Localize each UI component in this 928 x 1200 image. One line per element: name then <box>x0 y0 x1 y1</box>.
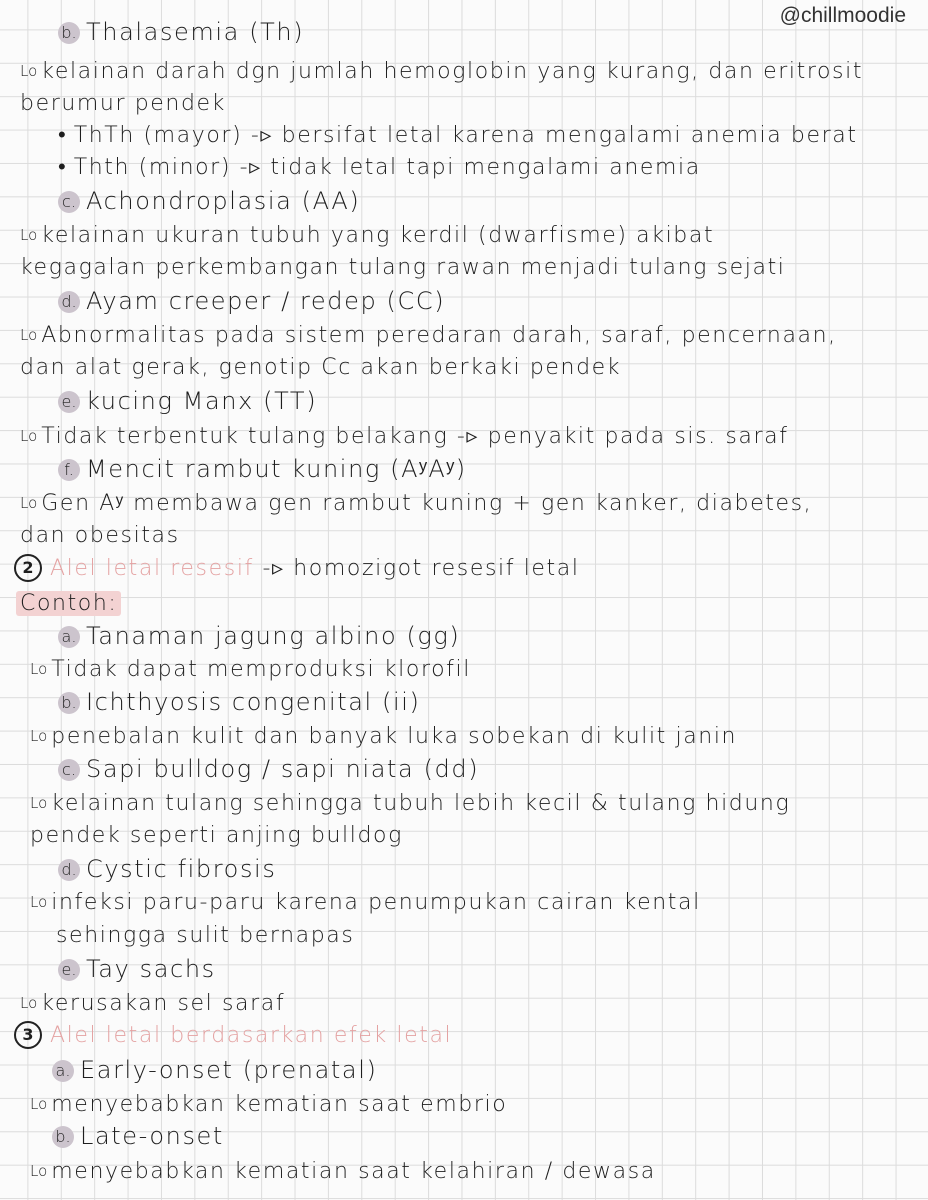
line-text: menyebabkan kematian saat kelahiran / dewasa <box>51 1159 656 1184</box>
line-text: kelainan ukuran tubuh yang kerdil (dwarfisme) akibat <box>41 223 715 248</box>
heading-sapi-bulldog <box>58 753 479 785</box>
letter-badge: c. <box>58 759 80 781</box>
arrow-icon: Lo <box>20 994 38 1012</box>
arrow-icon: Lo <box>20 427 38 445</box>
arrow-icon: Lo <box>30 727 48 745</box>
line-text: menyebabkan kematian saat embrio <box>51 1092 508 1117</box>
heading-text: Late-onset <box>80 1122 224 1150</box>
heading-text: Tay sachs <box>86 955 216 983</box>
heading-thalasemia <box>58 16 304 48</box>
line-text: Thth (minor) -▹ tidak letal tapi mengalami anemia <box>73 155 701 180</box>
arrow-icon: Lo <box>30 1162 48 1180</box>
arrow-line <box>30 653 471 686</box>
heading-tay-sachs <box>58 953 216 985</box>
letter-badge: b. <box>58 692 80 714</box>
arrow-line <box>30 1155 656 1188</box>
section-number: 2 <box>14 554 42 582</box>
arrow-icon: Lo <box>20 226 38 244</box>
arrow-icon: Lo <box>20 62 38 80</box>
heading-cystic-fibrosis <box>58 853 276 885</box>
arrow-line <box>20 55 863 88</box>
arrow-line <box>30 787 790 820</box>
arrow-line <box>20 987 285 1020</box>
letter-badge: e. <box>58 391 80 413</box>
letter-badge: d. <box>58 291 80 313</box>
arrow-icon: Lo <box>30 660 48 678</box>
arrow-line <box>20 219 714 252</box>
heading-text: Early-onset (prenatal) <box>80 1056 378 1084</box>
line-text: Tidak terbentuk tulang belakang -▹ penyakit pada sis. saraf <box>41 424 789 449</box>
heading-text: Mencit rambut kuning (AʸAʸ) <box>86 455 467 483</box>
heading-achondroplasia <box>58 185 360 217</box>
line-text: infeksi paru-paru karena penumpukan cairan kental <box>51 890 701 915</box>
letter-badge: a. <box>52 1060 74 1082</box>
arrow-line <box>20 319 837 352</box>
line-text: Tidak dapat memproduksi klorofil <box>51 657 471 682</box>
heading-text: Cystic fibrosis <box>86 855 277 883</box>
line-text: kelainan darah dgn jumlah hemoglobin yang kurang, dan eritrosit <box>41 59 864 84</box>
letter-badge: b. <box>52 1126 74 1148</box>
heading-ichthyosis <box>58 686 421 718</box>
heading-jagung-albino <box>58 620 460 652</box>
heading-text: Ayam creeper / redep (CC) <box>86 287 446 315</box>
section-3-heading <box>14 1020 452 1052</box>
arrow-line <box>20 487 812 520</box>
letter-badge: e. <box>58 959 80 981</box>
arrow-icon: Lo <box>30 794 48 812</box>
heading-text: Achondroplasia (AA) <box>86 187 361 215</box>
continuation-line: kegagalan perkembangan tulang rawan menjadi tulang sejati <box>20 255 786 280</box>
heading-text: Sapi bulldog / sapi niata (dd) <box>86 755 480 783</box>
highlighted-text: Contoh: <box>16 591 121 616</box>
bullet-icon: • <box>58 123 66 148</box>
contoh-label <box>16 588 121 620</box>
letter-badge: d. <box>58 859 80 881</box>
line-text: kelainan tulang sehingga tubuh lebih kecil & tulang hidung <box>51 791 791 816</box>
letter-badge: f. <box>58 459 80 481</box>
section-title: Alel letal resesif <box>50 556 254 581</box>
arrow-line <box>30 720 737 753</box>
watermark: @chillmoodie <box>779 4 906 27</box>
arrow-icon: Lo <box>30 1095 48 1113</box>
line-text: penebalan kulit dan banyak luka sobekan di kulit janin <box>51 724 738 749</box>
arrow-icon: Lo <box>20 494 38 512</box>
line-text: -▹ homozigot resesif letal <box>262 556 580 581</box>
heading-late-onset <box>52 1120 224 1152</box>
line-text: kerusakan sel saraf <box>41 991 286 1016</box>
line-text: ThTh (mayor) -▹ bersifat letal karena mengalami anemia berat <box>73 123 858 148</box>
arrow-icon: Lo <box>20 326 38 344</box>
continuation-line: dan alat gerak, genotip Cc akan berkaki pendek <box>20 355 622 380</box>
bullet-icon: • <box>58 155 66 180</box>
heading-ayam-creeper <box>58 285 445 317</box>
letter-badge: c. <box>58 191 80 213</box>
bullet-line <box>58 152 701 184</box>
heading-text: kucing Manx (TT) <box>86 387 318 415</box>
line-text: Abnormalitas pada sistem peredaran darah, saraf, pencernaan, <box>41 323 837 348</box>
continuation-line: sehingga sulit bernapas <box>56 923 355 948</box>
letter-badge: b. <box>58 22 80 44</box>
section-2-heading <box>14 553 580 585</box>
line-text: Gen Aʸ membawa gen rambut kuning + gen kanker, diabetes, <box>41 491 813 516</box>
arrow-icon: Lo <box>30 893 48 911</box>
continuation-line: berumur pendek <box>20 91 226 116</box>
heading-text: Tanaman jagung albino (gg) <box>86 622 461 650</box>
section-number: 3 <box>14 1021 42 1049</box>
heading-early-onset <box>52 1054 377 1086</box>
heading-text: Ichthyosis congenital (ii) <box>86 688 421 716</box>
continuation-line: dan obesitas <box>20 523 180 548</box>
continuation-line: pendek seperti anjing bulldog <box>30 823 403 848</box>
arrow-line <box>30 886 701 919</box>
section-title: Alel letal berdasarkan efek letal <box>50 1023 453 1048</box>
bullet-line <box>58 120 858 152</box>
arrow-line <box>20 420 789 453</box>
heading-kucing-manx <box>58 385 317 417</box>
letter-badge: a. <box>58 626 80 648</box>
heading-mencit <box>58 453 467 485</box>
arrow-line <box>30 1088 507 1121</box>
heading-text: Thalasemia (Th) <box>86 18 305 46</box>
